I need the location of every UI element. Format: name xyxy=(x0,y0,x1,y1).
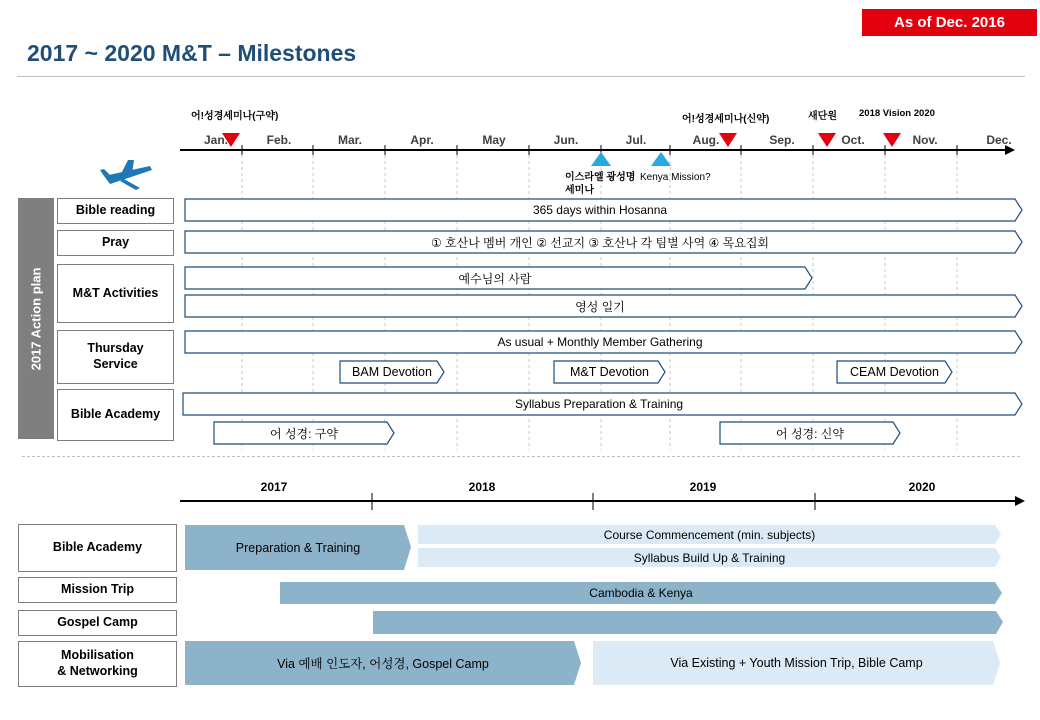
row-thursday-service xyxy=(57,330,174,384)
bar-mt1: 예수님의 사람 xyxy=(458,271,532,286)
month-mar: Mar. xyxy=(337,133,362,147)
row-bible-reading: Bible reading xyxy=(57,198,174,224)
bar-hosanna: 365 days within Hosanna xyxy=(532,203,668,217)
row-thursday-line1: Thursday xyxy=(87,341,144,356)
roadmap-bar-mission: Cambodia & Kenya xyxy=(589,586,693,600)
year-2017: 2017 xyxy=(260,480,288,494)
roadmap-bar-course: Course Commencement (min. subjects) xyxy=(603,527,816,542)
year-2020: 2020 xyxy=(908,480,936,494)
event-vision-2020: 2018 Vision 2020 xyxy=(859,108,935,119)
month-feb: Feb. xyxy=(266,133,292,147)
airplane-icon xyxy=(100,160,152,190)
bar-bam-devotion: BAM Devotion xyxy=(352,365,432,379)
month-sep: Sep. xyxy=(769,133,795,147)
month-dec: Dec. xyxy=(986,133,1012,147)
roadmap-mob-line1: Mobilisation xyxy=(61,648,134,663)
month-may: May xyxy=(482,133,506,147)
month-jul: Jul. xyxy=(625,133,647,147)
section-divider xyxy=(22,456,1020,457)
roadmap-row-bible-academy: Bible Academy xyxy=(18,524,177,572)
row-bible-academy: Bible Academy xyxy=(57,389,174,441)
action-plan-side-text: 2017 Action plan xyxy=(28,267,44,370)
month-aug: Aug. xyxy=(692,133,720,147)
bar-new-testament: 어 성경: 신약 xyxy=(776,426,844,441)
roadmap-gospel-shape xyxy=(373,611,1003,634)
bar-pray: ① 호산나 멤버 개인 ② 선교지 ③ 호산나 각 팀별 사역 ④ 목요집회 xyxy=(430,235,770,250)
row-mt-activities: M&T Activities xyxy=(57,264,174,323)
year-2019: 2019 xyxy=(689,480,717,494)
cyan-milestone-markers xyxy=(591,152,671,166)
month-apr: Apr. xyxy=(410,133,434,147)
page-title: 2017 ~ 2020 M&T – Milestones xyxy=(27,40,357,66)
roadmap-bar-preparation: Preparation & Training xyxy=(235,540,361,555)
year-2018: 2018 xyxy=(468,480,496,494)
bar-ceam-devotion: CEAM Devotion xyxy=(850,365,939,379)
bar-thursday: As usual + Monthly Member Gathering xyxy=(497,335,703,349)
month-oct: Oct. xyxy=(841,133,865,147)
bar-old-testament: 어 성경: 구약 xyxy=(270,426,338,441)
row-pray: Pray xyxy=(57,230,174,256)
event-israel-line1: 이스라엘 광성명 xyxy=(565,172,636,183)
event-new-unit: 새단원 xyxy=(808,111,837,122)
month-jun: Jun. xyxy=(553,133,579,147)
bar-syllabus: Syllabus Preparation & Training xyxy=(514,397,684,411)
event-israel-line2: 세미나 xyxy=(565,185,594,196)
roadmap-bar-syllabus: Syllabus Build Up & Training xyxy=(633,550,786,565)
roadmap-bar-mobilisation-1: Via 예배 인도자, 어성경, Gospel Camp xyxy=(277,657,489,671)
year-axis-arrow xyxy=(1015,496,1025,506)
action-plan-side-label xyxy=(18,198,54,439)
roadmap-row-mobilisation xyxy=(18,641,177,687)
event-ot-seminar: 어!성경세미나(구약) xyxy=(191,111,279,122)
as-of-badge: As of Dec. 2016 xyxy=(862,9,1037,36)
roadmap-row-gospel-camp: Gospel Camp xyxy=(18,610,177,636)
month-jan: Jan. xyxy=(203,133,228,147)
bar-mt2: 영성 일기 xyxy=(575,299,625,314)
month-nov: Nov. xyxy=(912,133,938,147)
row-thursday-line2: Service xyxy=(93,357,138,371)
event-kenya-mission: Kenya Mission? xyxy=(640,172,711,183)
roadmap-mob-line2: & Networking xyxy=(57,664,138,678)
roadmap-bar-mobilisation-2: Via Existing + Youth Mission Trip, Bible Camp xyxy=(670,656,923,670)
roadmap-row-mission-trip: Mission Trip xyxy=(18,577,177,603)
event-nt-seminar: 어!성경세미나(신약) xyxy=(682,114,770,125)
bar-mt-devotion: M&T Devotion xyxy=(570,365,649,379)
